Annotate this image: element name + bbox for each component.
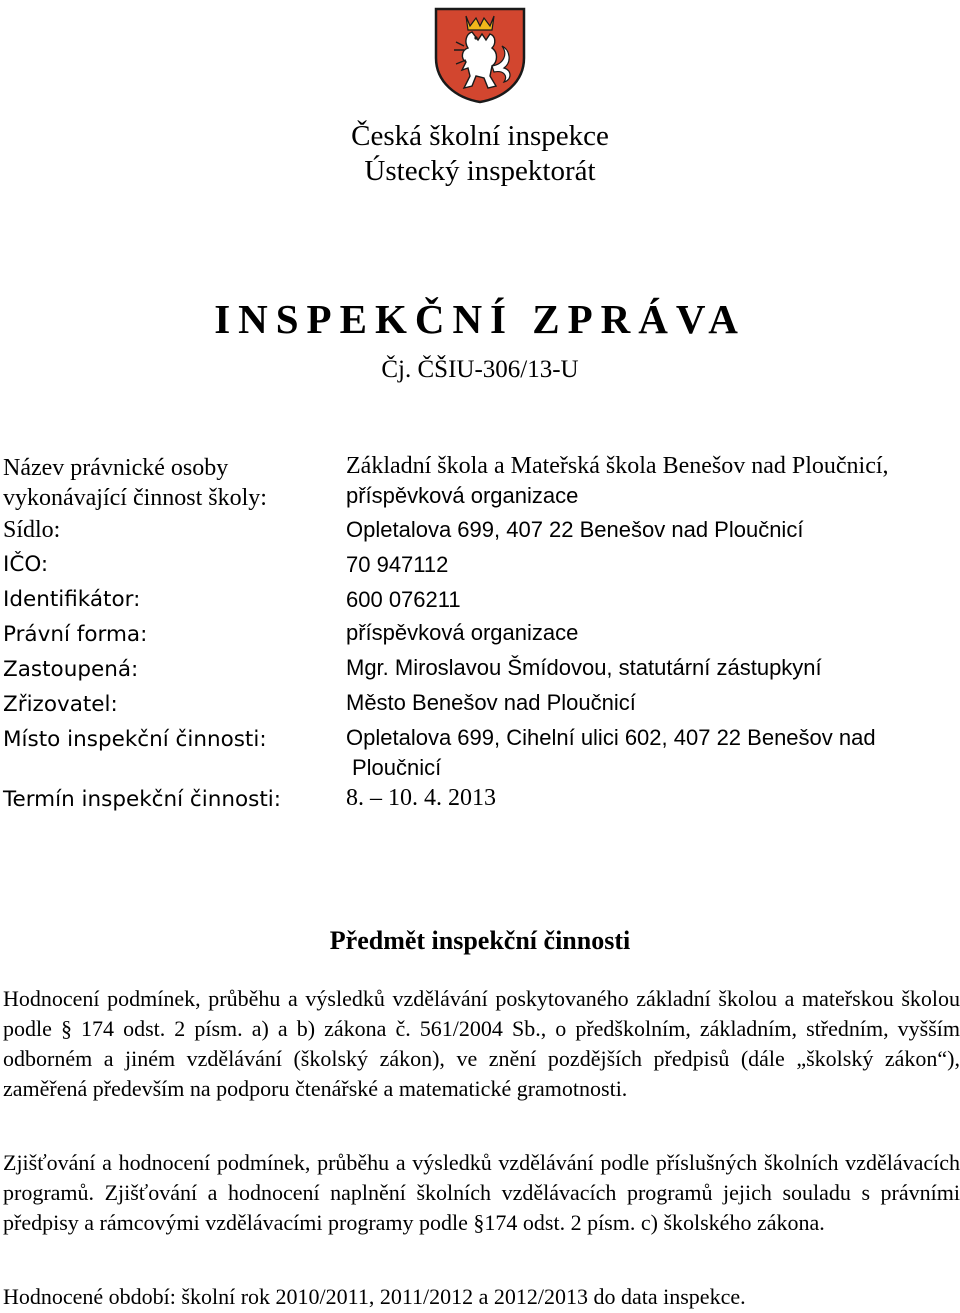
represented-label: Zastoupená: [3,657,139,682]
founder-value: Město Benešov nad Ploučnicí [346,690,636,715]
legal-entity-label-line1: Název právnické osoby [3,455,229,481]
subject-paragraph-1: Hodnocení podmínek, průběhu a výsledků vzdělávání poskytovaného základní školou a mateřskou školou podle § 174 odst. 2 písm. a) a b) zákona č. 561/2004 Sb., o předškolním, základním, středním, vyšším odborném a jiném vzdělávání (školský zákon), ve znění pozdějších předpisů (dále „školský zákon“), zaměřená především na podporu čtenářské a matematické gramotnosti. [3,986,960,1101]
ico-label: IČO: [3,552,49,577]
inspection-place-value-line2: Ploučnicí [352,755,442,780]
legal-entity-value-line1: Základní škola a Mateřská škola Benešov nad Ploučnicí, [346,453,889,479]
inspectorate-name: Ústecký inspektorát [364,155,596,187]
inspection-date-label: Termín inspekční činnosti: [3,787,281,812]
evaluated-period: Hodnocené období: školní rok 2010/2011, 2011/2012 a 2012/2013 do data inspekce. [3,1284,746,1309]
inspection-place-label: Místo inspekční činnosti: [3,727,267,752]
legal-form-value: příspěvková organizace [346,620,579,645]
identifier-value: 600 076211 [346,587,461,612]
founder-label: Zřizovatel: [3,692,118,717]
identifier-label: Identifikátor: [3,587,141,612]
ico-value: 70 947112 [346,552,449,577]
inspection-date-value: 8. – 10. 4. 2013 [346,785,496,811]
czech-coat-of-arms-icon [432,6,528,104]
legal-form-label: Právní forma: [3,622,148,647]
seat-value: Opletalova 699, 407 22 Benešov nad Ploučnicí [346,517,804,542]
inspection-place-value-line1: Opletalova 699, Cihelní ulici 602, 407 22 Benešov nad [346,725,876,750]
reference-number: Čj. ČŠIU-306/13-U [381,356,579,383]
represented-value: Mgr. Miroslavou Šmídovou, statutární zástupkyní [346,655,822,680]
seat-label: Sídlo: [3,517,61,543]
document-title: INSPEKČNÍ ZPRÁVA [214,296,746,342]
authority-name: Česká školní inspekce [351,120,609,152]
subject-heading: Předmět inspekční činnosti [329,926,631,955]
legal-entity-value-line2: příspěvková organizace [346,483,579,508]
subject-paragraph-2: Zjišťování a hodnocení podmínek, průběhu a výsledků vzdělávání podle příslušných školních vzdělávacích programů. Zjišťování a hodnocení naplnění školních vzdělávacích programů jejich souladu s právními předpisy a rámcovými vzdělávacími programy podle §174 odst. 2 písm. c) školského zákona. [3,1150,960,1235]
legal-entity-label-line2: vykonávající činnost školy: [3,485,267,511]
